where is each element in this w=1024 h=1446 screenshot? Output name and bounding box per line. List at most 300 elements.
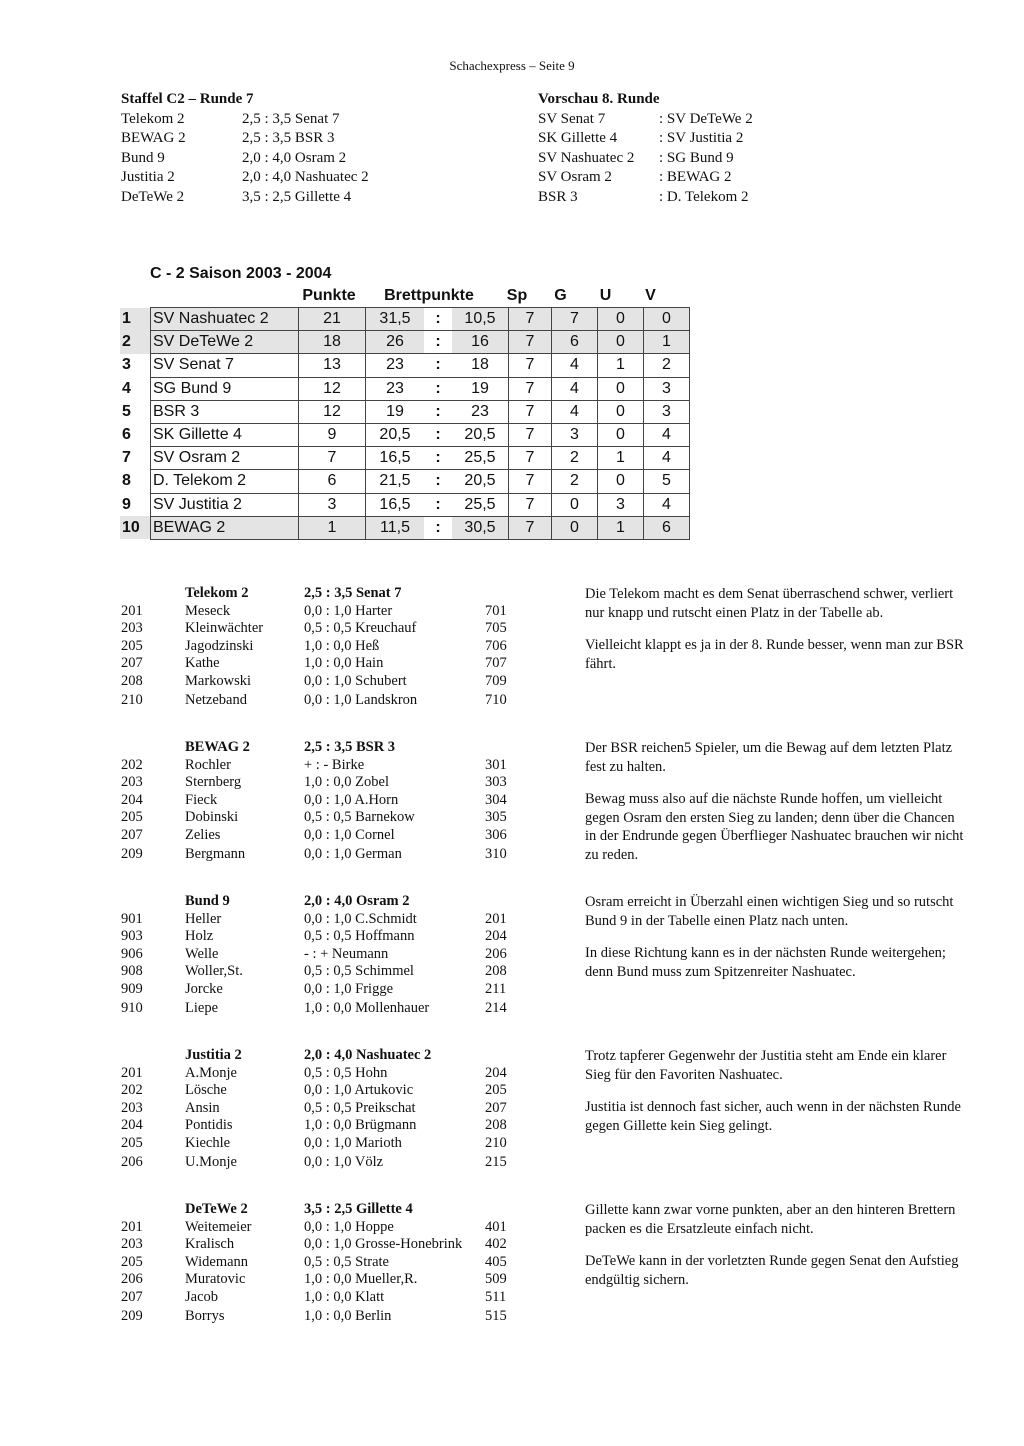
home-player-name: Meseck <box>185 602 231 619</box>
rank-cell: 4 <box>122 379 131 397</box>
vorschau-away: : SV DeTeWe 2 <box>659 110 753 127</box>
staffel-result: 2,5 : 3,5 BSR 3 <box>242 130 335 146</box>
board-result: 1,0 : 0,0 Mollenhauer <box>304 1000 430 1016</box>
home-player-name: Sternberg <box>185 774 242 790</box>
match-heading <box>121 585 521 603</box>
header-v: V <box>645 287 656 304</box>
board-row <box>121 946 521 964</box>
vorschau-home: SV Nashuatec 2 <box>538 149 635 166</box>
home-player-name: Rochler <box>185 756 231 773</box>
home-player-name: Dobinski <box>185 809 239 825</box>
board-result: 0,0 : 1,0 C.Schmidt <box>304 910 417 927</box>
home-player-name: Jorcke <box>185 980 223 997</box>
board-row <box>121 638 521 656</box>
games-cell: 7 <box>509 377 552 400</box>
header-brettpunkte: Brettpunkte <box>384 287 474 304</box>
home-player-number: 201 <box>121 1064 143 1081</box>
home-player-name: Pontidis <box>185 1117 233 1133</box>
home-player-number: 909 <box>121 980 143 997</box>
match-home-team: Bund 9 <box>185 893 230 909</box>
losses-cell: 4 <box>644 423 690 446</box>
header-u: U <box>599 287 612 304</box>
home-player-number: 207 <box>121 655 143 671</box>
draws-cell: 1 <box>598 447 644 470</box>
wins-cell: 4 <box>552 354 598 377</box>
losses-cell: 2 <box>644 354 690 377</box>
vorschau-home: SK Gillette 4 <box>538 130 618 146</box>
rank-cell: 8 <box>122 472 131 490</box>
games-cell: 7 <box>509 400 552 423</box>
board-result: 0,0 : 1,0 Marioth <box>304 1134 402 1151</box>
home-player-number: 201 <box>121 1218 143 1235</box>
board-points-against-cell: 25,5 <box>452 447 509 470</box>
commentary-paragraph: Trotz tapferer Gegenwehr der Justitia steht am Ende ein klarer Sieg für den Favoriten Nashuatec. <box>585 1048 947 1083</box>
board-row <box>121 774 521 792</box>
draws-cell: 3 <box>598 493 644 516</box>
commentary-paragraph: Vielleicht klappt es ja in der 8. Runde besser, wenn man zur BSR fährt. <box>585 637 964 672</box>
away-player-number: 303 <box>485 774 507 790</box>
points-cell: 12 <box>299 400 366 423</box>
away-player-number: 402 <box>485 1236 507 1252</box>
board-result: 0,5 : 0,5 Barnekow <box>304 809 415 825</box>
board-row <box>121 911 521 929</box>
games-cell: 7 <box>509 470 552 493</box>
board-result: 0,5 : 0,5 Hohn <box>304 1064 388 1081</box>
commentary-paragraph: Justitia ist dennoch fast sicher, auch wenn in der nächsten Runde gegen Gillette kein Sieg gelingt. <box>585 1099 961 1134</box>
board-result: 0,0 : 1,0 Schubert <box>304 672 407 689</box>
home-player-name: U.Monje <box>185 1154 237 1170</box>
team-cell: SV Osram 2 <box>151 447 299 470</box>
away-player-number: 709 <box>485 672 507 689</box>
staffel-team: DeTeWe 2 <box>121 188 185 205</box>
away-player-number: 208 <box>485 963 507 979</box>
board-row <box>121 928 521 946</box>
board-points-separator: : <box>424 308 452 331</box>
header-g: G <box>554 287 567 304</box>
rank-cell: 7 <box>122 449 131 467</box>
away-player-number: 515 <box>485 1308 507 1324</box>
board-points-against-cell: 20,5 <box>452 423 509 446</box>
match-result: 2,0 : 4,0 Nashuatec 2 <box>304 1047 432 1063</box>
points-cell: 12 <box>299 377 366 400</box>
match-heading <box>121 739 521 757</box>
board-row <box>121 1154 521 1172</box>
wins-cell: 4 <box>552 377 598 400</box>
team-cell: BEWAG 2 <box>151 516 299 539</box>
board-points-for-cell: 19 <box>366 400 425 423</box>
home-player-number: 206 <box>121 1154 143 1170</box>
board-points-for-cell: 11,5 <box>366 516 425 539</box>
away-player-number: 301 <box>485 756 507 773</box>
games-cell: 7 <box>509 331 552 354</box>
board-points-for-cell: 16,5 <box>366 493 425 516</box>
vorschau-away: : D. Telekom 2 <box>659 188 749 205</box>
away-player-number: 305 <box>485 809 507 825</box>
wins-cell: 6 <box>552 331 598 354</box>
home-player-name: A.Monje <box>185 1064 237 1081</box>
losses-cell: 3 <box>644 377 690 400</box>
commentary-paragraph: Gillette kann zwar vorne punkten, aber an den hinteren Brettern packen es die Ersatzleute einfach nicht. <box>585 1202 956 1237</box>
board-result: 0,0 : 1,0 Artukovic <box>304 1082 414 1098</box>
board-result: 0,5 : 0,5 Strate <box>304 1253 389 1270</box>
standings-row <box>120 354 690 377</box>
board-points-for-cell: 23 <box>366 377 425 400</box>
board-points-separator: : <box>424 447 452 470</box>
home-player-name: Zelies <box>185 826 221 843</box>
home-player-name: Jagodzinski <box>185 637 254 654</box>
standings-table <box>120 307 690 540</box>
away-player-number: 701 <box>485 602 507 619</box>
home-player-name: Fieck <box>185 791 218 808</box>
home-player-name: Borrys <box>185 1308 225 1324</box>
home-player-number: 203 <box>121 620 143 636</box>
away-player-number: 204 <box>485 1064 507 1081</box>
games-cell: 7 <box>509 447 552 470</box>
staffel-result: 2,5 : 3,5 Senat 7 <box>242 110 340 127</box>
away-player-number: 310 <box>485 846 507 862</box>
home-player-number: 202 <box>121 756 143 773</box>
home-player-number: 208 <box>121 672 143 689</box>
board-result: 0,0 : 1,0 Grosse-Honebrink <box>304 1236 463 1252</box>
standings-row <box>120 331 690 354</box>
match-result: 2,0 : 4,0 Osram 2 <box>304 893 410 909</box>
home-player-name: Markowski <box>185 672 252 689</box>
board-result: 1,0 : 0,0 Hain <box>304 655 384 671</box>
board-result: 0,0 : 1,0 Harter <box>304 602 393 619</box>
commentary-paragraph: In diese Richtung kann es in der nächsten Runde weitergehen; denn Bund muss zum Spitzenreiter Nashuatec. <box>585 945 946 980</box>
vorschau-away: : BEWAG 2 <box>659 169 732 185</box>
wins-cell: 7 <box>552 308 598 331</box>
board-points-against-cell: 10,5 <box>452 308 509 331</box>
commentary-paragraph: Bewag muss also auf die nächste Runde hoffen, um vielleicht gegen Osram den ersten Sieg zu landen; denn über die Chancen in der Endrunde gegen Überflieger Nashuatec brauchen wir nicht zu reden. <box>585 791 964 863</box>
vorschau-title: Vorschau 8. Runde <box>538 91 660 107</box>
page-header: Schachexpress – Seite 9 <box>449 58 575 73</box>
home-player-number: 908 <box>121 963 143 979</box>
away-player-number: 208 <box>485 1117 507 1133</box>
home-player-name: Woller,St. <box>185 963 243 979</box>
home-player-name: Muratovic <box>185 1271 246 1287</box>
games-cell: 7 <box>509 354 552 377</box>
home-player-name: Kiechle <box>185 1134 231 1151</box>
board-result: 0,0 : 1,0 Frigge <box>304 980 394 997</box>
home-player-number: 205 <box>121 1134 143 1151</box>
draws-cell: 0 <box>598 377 644 400</box>
board-points-for-cell: 23 <box>366 354 425 377</box>
board-row <box>121 655 521 673</box>
home-player-name: Weitemeier <box>185 1218 252 1235</box>
match-report <box>121 893 521 1018</box>
match-report <box>121 1201 521 1326</box>
board-result: 1,0 : 0,0 Mueller,R. <box>304 1271 418 1287</box>
board-row <box>121 692 521 710</box>
home-player-number: 903 <box>121 928 143 944</box>
board-points-against-cell: 18 <box>452 354 509 377</box>
match-home-team: Justitia 2 <box>185 1047 242 1063</box>
standings-row <box>120 447 690 470</box>
board-result: 1,0 : 0,0 Klatt <box>304 1288 385 1305</box>
board-row <box>121 1271 521 1289</box>
board-row <box>121 1117 521 1135</box>
board-points-against-cell: 25,5 <box>452 493 509 516</box>
away-player-number: 201 <box>485 910 507 927</box>
team-cell: SV Nashuatec 2 <box>151 308 299 331</box>
board-points-against-cell: 16 <box>452 331 509 354</box>
home-player-name: Widemann <box>185 1253 249 1270</box>
board-row <box>121 846 521 864</box>
board-result: 1,0 : 0,0 Heß <box>304 637 380 654</box>
away-player-number: 710 <box>485 692 507 708</box>
match-home-team: Telekom 2 <box>185 585 249 601</box>
commentary-paragraph: Osram erreicht in Überzahl einen wichtigen Sieg und so rutscht Bund 9 in der Tabelle einen Platz nach unten. <box>585 894 954 929</box>
board-result: 0,0 : 1,0 Cornel <box>304 826 395 843</box>
home-player-number: 209 <box>121 1308 143 1324</box>
away-player-number: 207 <box>485 1099 507 1116</box>
home-player-number: 206 <box>121 1271 143 1287</box>
home-player-number: 203 <box>121 1099 143 1116</box>
home-player-number: 209 <box>121 846 143 862</box>
home-player-number: 202 <box>121 1082 143 1098</box>
match-heading <box>121 1201 521 1219</box>
home-player-name: Liepe <box>185 1000 219 1016</box>
match-commentary <box>585 1201 965 1303</box>
staffel-team: Justitia 2 <box>121 169 175 185</box>
home-player-number: 204 <box>121 791 143 808</box>
board-points-separator: : <box>424 423 452 446</box>
match-commentary <box>585 1047 965 1149</box>
home-player-number: 207 <box>121 1288 143 1305</box>
vorschau-home: BSR 3 <box>538 188 578 205</box>
match-commentary <box>585 585 965 687</box>
rank-cell: 1 <box>120 308 151 331</box>
team-cell: SV Justitia 2 <box>151 493 299 516</box>
board-result: 0,5 : 0,5 Hoffmann <box>304 928 415 944</box>
commentary-paragraph: Der BSR reichen5 Spieler, um die Bewag auf dem letzten Platz fest zu halten. <box>585 740 953 775</box>
board-points-separator: : <box>424 354 452 377</box>
board-result: 0,0 : 1,0 German <box>304 846 402 862</box>
home-player-name: Kralisch <box>185 1236 235 1252</box>
board-result: 0,0 : 1,0 Völz <box>304 1154 384 1170</box>
board-row <box>121 1219 521 1237</box>
wins-cell: 0 <box>552 493 598 516</box>
team-cell: SV DeTeWe 2 <box>151 331 299 354</box>
board-row <box>121 809 521 827</box>
team-cell: D. Telekom 2 <box>151 470 299 493</box>
staffel-team: Telekom 2 <box>121 110 185 127</box>
match-report <box>121 1047 521 1172</box>
vorschau-preview <box>538 90 938 207</box>
standings-row <box>120 493 690 516</box>
draws-cell: 1 <box>598 354 644 377</box>
board-row <box>121 1308 521 1326</box>
away-player-number: 707 <box>485 655 507 671</box>
match-heading <box>121 1047 521 1065</box>
board-row <box>121 963 521 981</box>
rank-cell: 2 <box>120 331 151 354</box>
match-report <box>121 739 521 864</box>
board-points-against-cell: 19 <box>452 377 509 400</box>
match-commentary <box>585 739 965 878</box>
points-cell: 21 <box>299 308 366 331</box>
away-player-number: 405 <box>485 1253 507 1270</box>
board-result: 0,5 : 0,5 Kreuchauf <box>304 620 417 636</box>
home-player-number: 210 <box>121 692 143 708</box>
board-row <box>121 981 521 999</box>
staffel-result: 2,0 : 4,0 Osram 2 <box>242 149 347 166</box>
games-cell: 7 <box>509 423 552 446</box>
match-commentary <box>585 893 965 995</box>
standings-row <box>120 308 690 331</box>
away-player-number: 210 <box>485 1134 507 1151</box>
rank-cell: 10 <box>120 516 151 539</box>
staffel-result: 3,5 : 2,5 Gillette 4 <box>242 188 352 205</box>
games-cell: 7 <box>509 308 552 331</box>
board-points-against-cell: 23 <box>452 400 509 423</box>
home-player-name: Kleinwächter <box>185 620 264 636</box>
home-player-name: Holz <box>185 928 214 944</box>
away-player-number: 211 <box>485 980 507 997</box>
points-cell: 7 <box>299 447 366 470</box>
away-player-number: 511 <box>485 1288 507 1305</box>
vorschau-away: : SV Justitia 2 <box>659 130 744 146</box>
board-points-separator: : <box>424 400 452 423</box>
losses-cell: 1 <box>644 331 690 354</box>
losses-cell: 6 <box>644 516 690 539</box>
home-player-number: 207 <box>121 826 143 843</box>
rank-cell: 5 <box>122 402 131 420</box>
board-row <box>121 757 521 775</box>
away-player-number: 204 <box>485 928 507 944</box>
board-row <box>121 1082 521 1100</box>
board-points-against-cell: 20,5 <box>452 470 509 493</box>
board-row <box>121 603 521 621</box>
draws-cell: 0 <box>598 423 644 446</box>
board-points-separator: : <box>424 516 452 539</box>
away-player-number: 304 <box>485 791 507 808</box>
staffel-result: 2,0 : 4,0 Nashuatec 2 <box>242 169 369 185</box>
header-punkte: Punkte <box>302 287 356 304</box>
board-result: 0,0 : 1,0 Hoppe <box>304 1218 394 1235</box>
home-player-number: 205 <box>121 1253 143 1270</box>
board-points-separator: : <box>424 331 452 354</box>
wins-cell: 2 <box>552 447 598 470</box>
standings-row <box>120 516 690 539</box>
staffel-team: Bund 9 <box>121 149 165 166</box>
standings-row <box>120 470 690 493</box>
games-cell: 7 <box>509 516 552 539</box>
board-result: 1,0 : 0,0 Zobel <box>304 774 389 790</box>
board-result: + : - Birke <box>304 756 365 773</box>
board-points-separator: : <box>424 493 452 516</box>
match-result: 2,5 : 3,5 Senat 7 <box>304 585 402 601</box>
board-result: 0,5 : 0,5 Schimmel <box>304 963 414 979</box>
home-player-number: 205 <box>121 637 143 654</box>
wins-cell: 2 <box>552 470 598 493</box>
home-player-name: Heller <box>185 910 222 927</box>
board-result: 0,0 : 1,0 A.Horn <box>304 791 399 808</box>
standings-row <box>120 377 690 400</box>
draws-cell: 0 <box>598 331 644 354</box>
draws-cell: 0 <box>598 400 644 423</box>
board-row <box>121 1236 521 1254</box>
away-player-number: 706 <box>485 637 507 654</box>
match-home-team: BEWAG 2 <box>185 739 250 755</box>
board-points-separator: : <box>424 470 452 493</box>
board-points-for-cell: 21,5 <box>366 470 425 493</box>
home-player-name: Lösche <box>185 1082 227 1098</box>
team-cell: SK Gillette 4 <box>151 423 299 446</box>
board-row <box>121 620 521 638</box>
board-points-for-cell: 31,5 <box>366 308 425 331</box>
board-row <box>121 792 521 810</box>
board-row <box>121 1065 521 1083</box>
away-player-number: 215 <box>485 1154 507 1170</box>
away-player-number: 306 <box>485 826 507 843</box>
rank-cell: 9 <box>122 495 131 513</box>
staffel-title: Staffel C2 – Runde 7 <box>121 91 254 107</box>
losses-cell: 0 <box>644 308 690 331</box>
home-player-number: 906 <box>121 945 143 962</box>
away-player-number: 206 <box>485 945 507 962</box>
board-result: 1,0 : 0,0 Berlin <box>304 1308 392 1324</box>
away-player-number: 705 <box>485 620 507 636</box>
points-cell: 13 <box>299 354 366 377</box>
board-row <box>121 1000 521 1018</box>
losses-cell: 4 <box>644 493 690 516</box>
board-points-separator: : <box>424 377 452 400</box>
points-cell: 18 <box>299 331 366 354</box>
standings-row <box>120 400 690 423</box>
away-player-number: 401 <box>485 1218 507 1235</box>
team-cell: SG Bund 9 <box>151 377 299 400</box>
board-row <box>121 1254 521 1272</box>
standings-row <box>120 423 690 446</box>
home-player-number: 201 <box>121 602 143 619</box>
losses-cell: 4 <box>644 447 690 470</box>
match-result: 3,5 : 2,5 Gillette 4 <box>304 1201 413 1217</box>
draws-cell: 0 <box>598 470 644 493</box>
away-player-number: 509 <box>485 1271 507 1287</box>
board-result: - : + Neumann <box>304 945 389 962</box>
home-player-number: 910 <box>121 1000 143 1016</box>
commentary-paragraph: DeTeWe kann in der vorletzten Runde gegen Senat den Aufstieg endgültig sichern. <box>585 1253 959 1288</box>
header-sp: Sp <box>506 287 528 304</box>
board-result: 1,0 : 0,0 Brügmann <box>304 1117 417 1133</box>
draws-cell: 1 <box>598 516 644 539</box>
rank-cell: 6 <box>122 426 131 444</box>
board-result: 0,0 : 1,0 Landskron <box>304 692 418 708</box>
match-home-team: DeTeWe 2 <box>185 1201 248 1217</box>
team-cell: SV Senat 7 <box>151 354 299 377</box>
commentary-paragraph: Die Telekom macht es dem Senat überraschend schwer, verliert nur knapp und rutscht einen Platz in der Tabelle ab. <box>585 586 954 621</box>
points-cell: 6 <box>299 470 366 493</box>
draws-cell: 0 <box>598 308 644 331</box>
home-player-name: Kathe <box>185 655 220 671</box>
wins-cell: 0 <box>552 516 598 539</box>
match-heading <box>121 893 521 911</box>
match-result: 2,5 : 3,5 BSR 3 <box>304 739 396 755</box>
losses-cell: 3 <box>644 400 690 423</box>
vorschau-away: : SG Bund 9 <box>659 149 734 166</box>
home-player-name: Welle <box>185 945 219 962</box>
home-player-name: Netzeband <box>185 692 247 708</box>
staffel-team: BEWAG 2 <box>121 130 186 146</box>
board-row <box>121 1135 521 1153</box>
board-points-for-cell: 16,5 <box>366 447 425 470</box>
board-points-for-cell: 26 <box>366 331 425 354</box>
home-player-number: 203 <box>121 1236 143 1252</box>
points-cell: 3 <box>299 493 366 516</box>
home-player-number: 205 <box>121 809 143 825</box>
